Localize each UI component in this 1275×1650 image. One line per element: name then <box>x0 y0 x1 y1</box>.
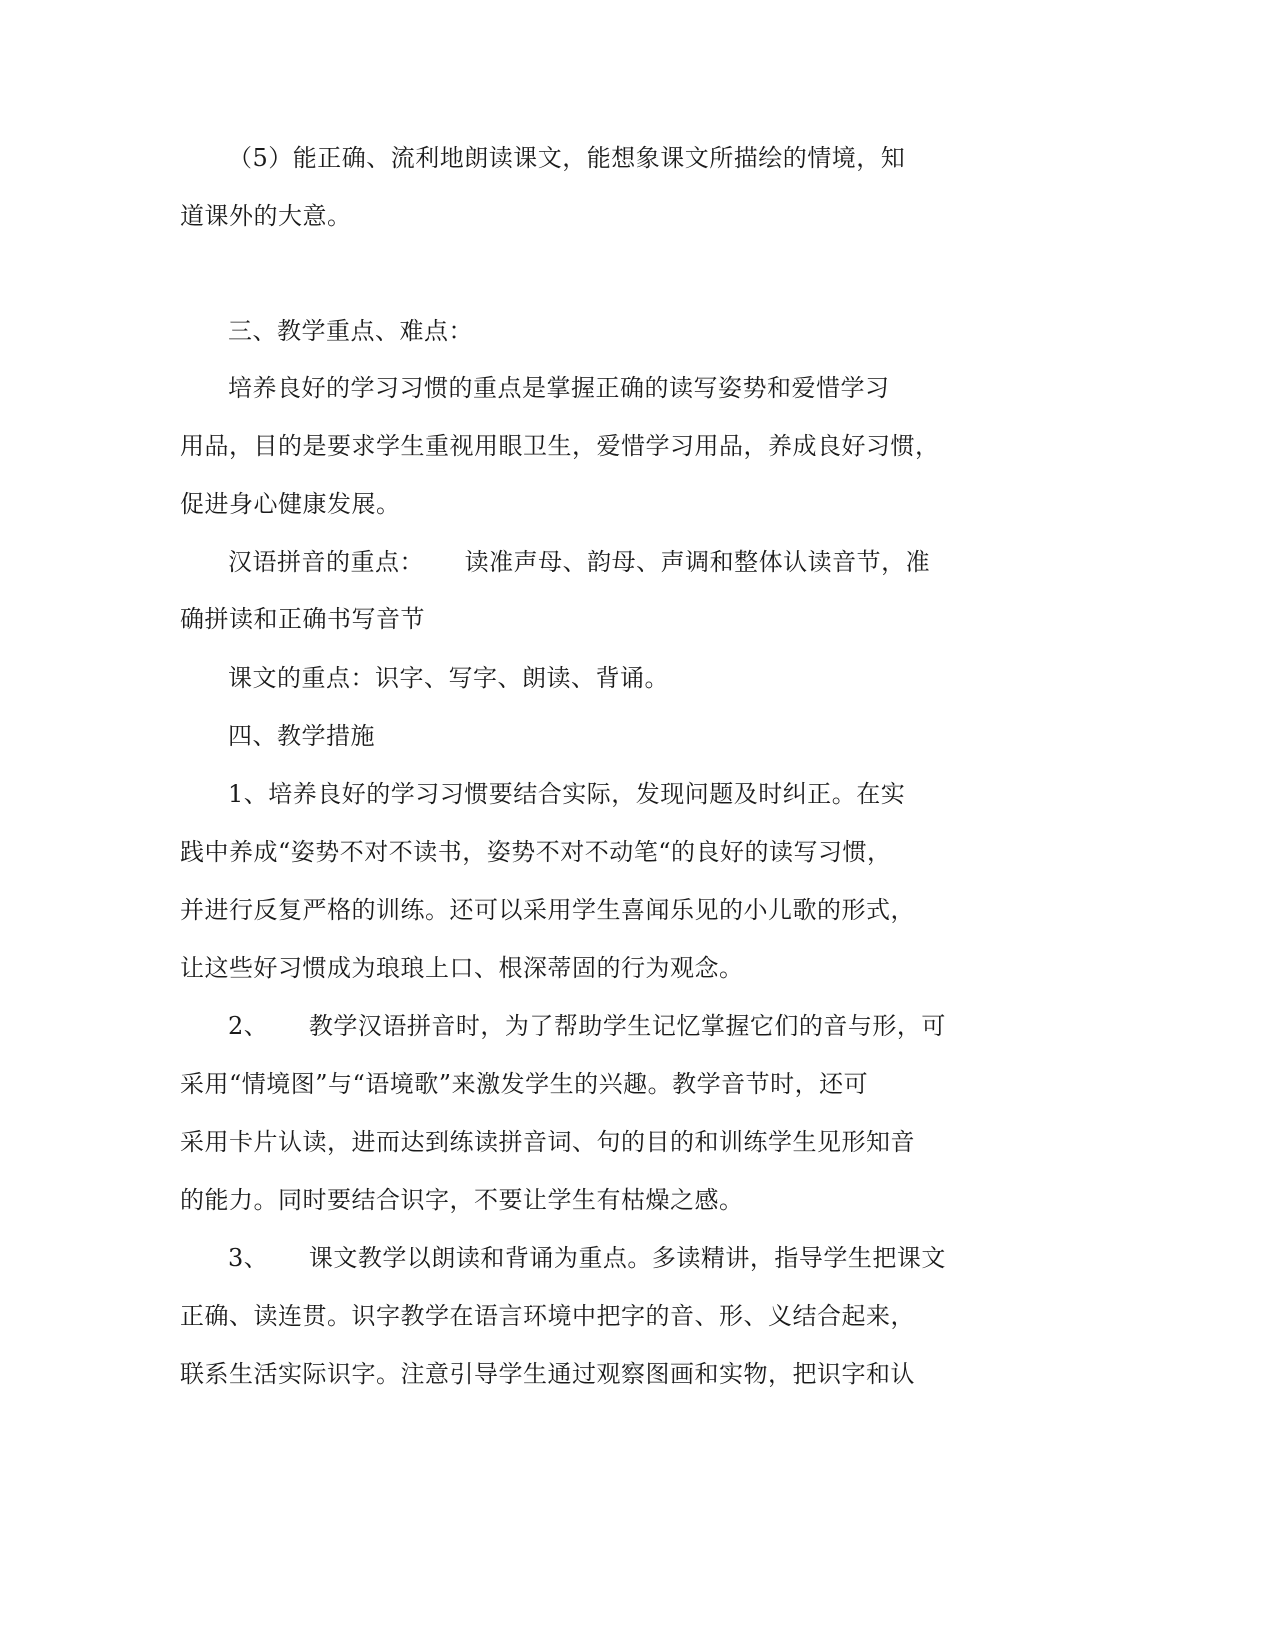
text-line-2: 道课外的大意。 <box>180 202 352 230</box>
text-line-18: 的能力。同时要结合识字，不要让学生有枯燥之感。 <box>180 1186 744 1214</box>
text-line-20: 正确、读连贯。识字教学在语言环境中把字的音、形、义结合起来， <box>180 1302 915 1330</box>
text-line-16: 采用“情境图”与“语境歌”来激发学生的兴趣。教学音节时，还可 <box>180 1070 869 1098</box>
text-line-21: 联系生活实际识字。注意引导学生通过观察图画和实物，把识字和认 <box>180 1360 915 1388</box>
section-heading-3: 三、教学重点、难点： <box>228 317 473 345</box>
text-line-19: 3、 课文教学以朗读和背诵为重点。多读精讲，指导学生把课文 <box>228 1244 946 1272</box>
section-heading-4: 四、教学措施 <box>228 722 375 750</box>
text-line-4: 培养良好的学习习惯的重点是掌握正确的读写姿势和爱惜学习 <box>228 374 890 402</box>
text-line-13: 并进行反复严格的训练。还可以采用学生喜闻乐见的小儿歌的形式， <box>180 896 915 924</box>
text-line-15: 2、 教学汉语拼音时，为了帮助学生记忆掌握它们的音与形，可 <box>228 1012 946 1040</box>
text-line-5: 用品，目的是要求学生重视用眼卫生，爱惜学习用品，养成良好习惯， <box>180 432 940 460</box>
text-line-17: 采用卡片认读，进而达到练读拼音词、句的目的和训练学生见形知音 <box>180 1128 915 1156</box>
text-line-14: 让这些好习惯成为琅琅上口、根深蒂固的行为观念。 <box>180 954 744 982</box>
text-line-8: 确拼读和正确书写音节 <box>180 605 425 633</box>
text-line-6: 促进身心健康发展。 <box>180 490 401 518</box>
text-line-11: 1、培养良好的学习习惯要结合实际，发现问题及时纠正。在实 <box>228 780 906 808</box>
text-line-12: 践中养成“姿势不对不读书，姿势不对不动笔“的良好的读写习惯， <box>180 838 892 866</box>
text-line-1: （5）能正确、流利地朗读课文，能想象课文所描绘的情境，知 <box>228 144 906 172</box>
text-line-9: 课文的重点：识字、写字、朗读、背诵。 <box>228 664 669 692</box>
text-line-7: 汉语拼音的重点： 读准声母、韵母、声调和整体认读音节，准 <box>228 548 931 576</box>
